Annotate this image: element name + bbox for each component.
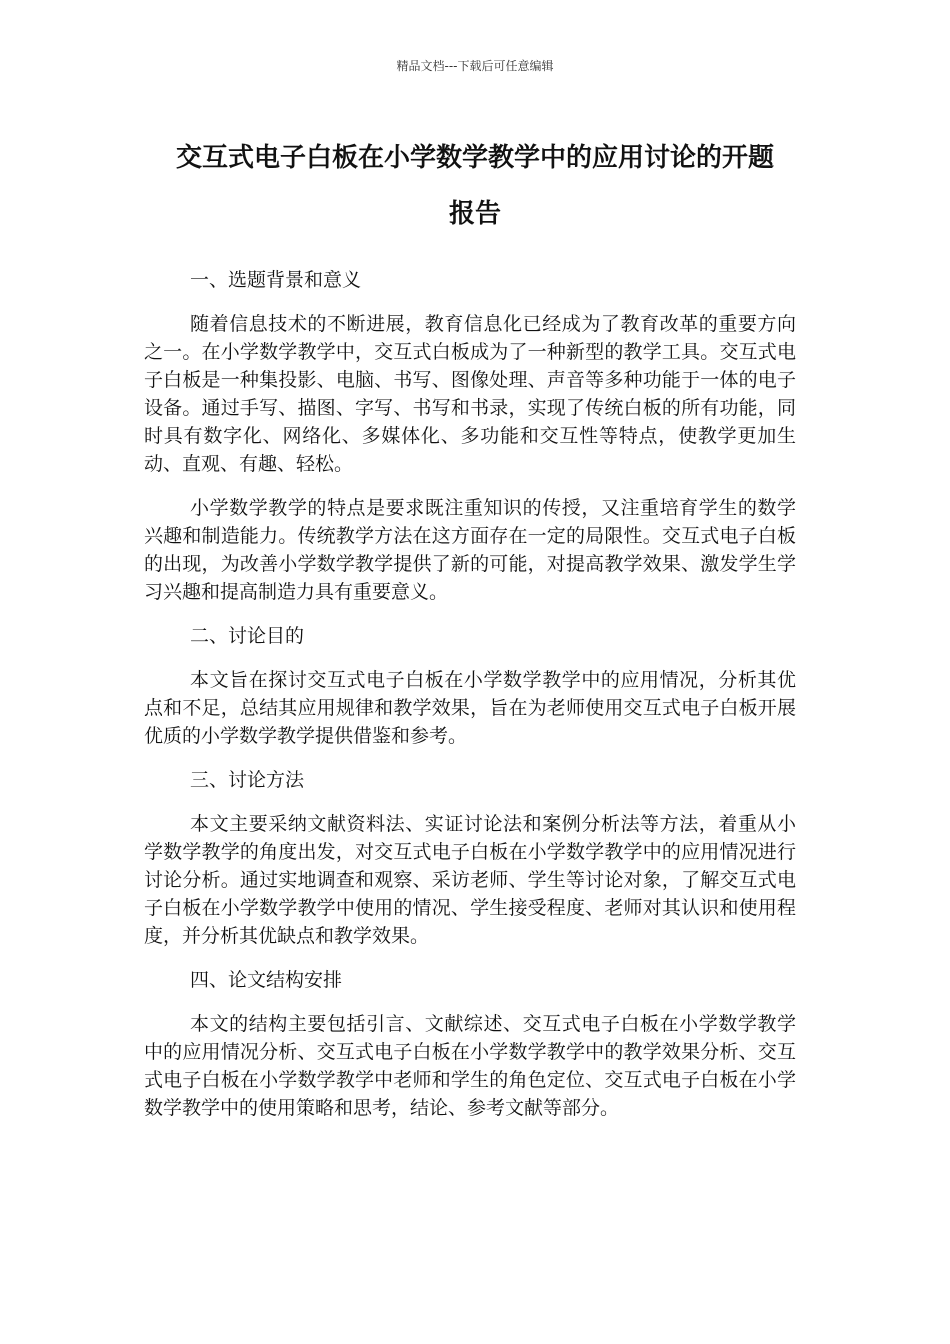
paragraph-background-2: 小学数学教学的特点是要求既注重知识的传授，又注重培育学生的数学兴趣和制造能力。传统教学方法在这方面存在一定的局限性。交互式电子白板的出现，为改善小学数学教学提供了新的可能，对提高教学效果、激发学生学习兴趣和提高制造力具有重要意义。 [144, 497, 796, 603]
paragraph-structure: 本文的结构主要包括引言、文献综述、交互式电子白板在小学数学教学中的应用情况分析、交互式电子白板在小学数学教学中的教学效果分析、交互式电子白板在小学数学教学中老师和学生的角色定位、交互式电子白板在小学数学教学中的使用策略和思考，结论、参考文献等部分。 [144, 1013, 796, 1119]
section-heading-structure: 四、论文结构安排 [190, 969, 343, 991]
section-heading-background: 一、选题背景和意义 [190, 269, 362, 291]
title-line-2: 报告 [448, 199, 501, 229]
title-line-1: 交互式电子白板在小学数学教学中的应用讨论的开题 [175, 143, 774, 173]
document-title [140, 130, 810, 242]
section-heading-methods: 三、讨论方法 [190, 769, 305, 791]
document-body [144, 266, 796, 1138]
paragraph-methods: 本文主要采纳文献资料法、实证讨论法和案例分析法等方法，着重从小学数学教学的角度出发，对交互式电子白板在小学数学教学中的应用情况进行讨论分析。通过实地调查和观察、采访老师、学生等讨论对象，了解交互式电子白板在小学数学教学中使用的情况、学生接受程度、老师对其认识和使用程度，并分析其优缺点和教学效果。 [144, 813, 796, 947]
paragraph-background-1: 随着信息技术的不断进展，教育信息化已经成为了教育改革的重要方向之一。在小学数学教学中，交互式白板成为了一种新型的教学工具。交互式电子白板是一种集投影、电脑、书写、图像处理、声音等多种功能于一体的电子设备。通过手写、描图、字写、书写和书录，实现了传统白板的所有功能，同时具有数字化、网络化、多媒体化、多功能和交互性等特点，使教学更加生动、直观、有趣、轻松。 [144, 313, 796, 475]
section-heading-purpose: 二、讨论目的 [190, 625, 305, 647]
paragraph-purpose: 本文旨在探讨交互式电子白板在小学数学教学中的应用情况，分析其优点和不足，总结其应用规律和教学效果，旨在为老师使用交互式电子白板开展优质的小学数学教学提供借鉴和参考。 [144, 669, 796, 747]
header-note: 精品文档---下载后可任意编辑 [396, 59, 554, 73]
